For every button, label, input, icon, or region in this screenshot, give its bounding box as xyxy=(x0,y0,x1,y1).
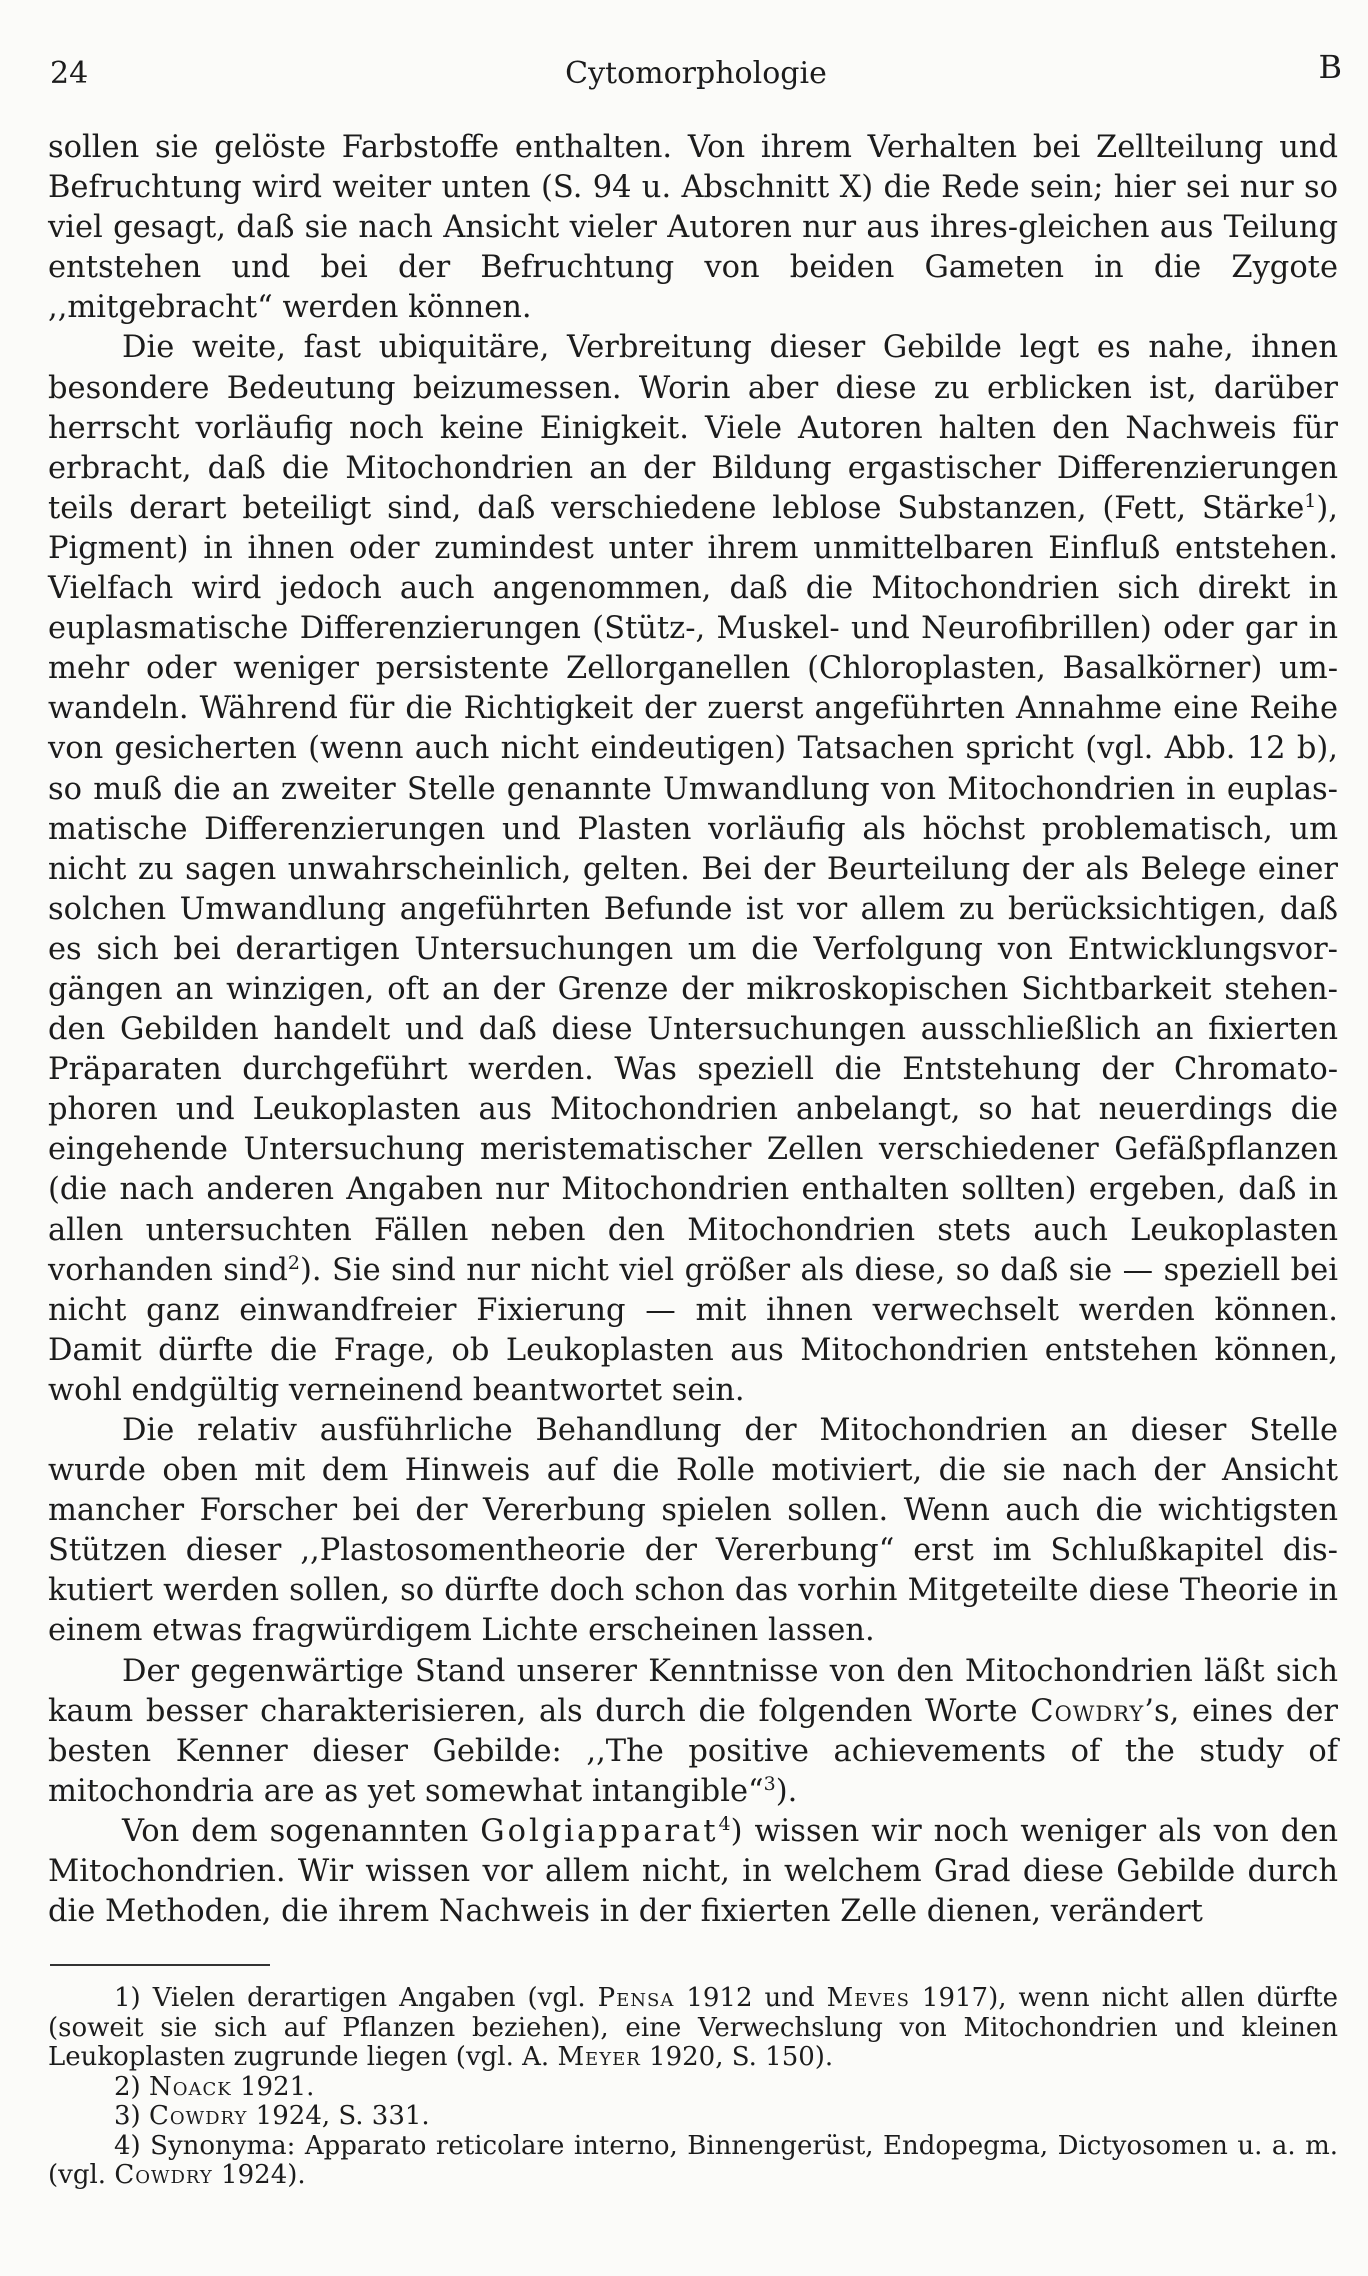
term-golgiapparat: Golgiapparat xyxy=(480,1813,719,1849)
paragraph-3-text: Die relativ ausführliche Behandlung der Mitochondrien an dieser Stelle wurde oben mit dem Hinweis auf die Rolle motiviert, die sie nach der Ansicht mancher Forscher bei der Vererbung spielen sollen. Wenn auch die wichtigsten Stützen dieser ,,Plastosomentheorie der Vererbung“ erst im Schlußkapitel dis-kutiert werden sollen, so dürfte doch schon das vorhin Mitgeteilte diese Theorie in einem etwas fragwürdigem Lichte erscheinen lassen. xyxy=(48,1413,1338,1649)
footnote-1-text-a: Vielen derartigen Angaben (vgl. xyxy=(140,1983,598,2013)
section-mark: B xyxy=(1318,48,1342,86)
paragraph-2 xyxy=(48,328,1338,1411)
paragraph-1 xyxy=(48,128,1338,328)
page-number: 24 xyxy=(50,56,89,91)
footnote-ref-1[interactable]: 1 xyxy=(1304,489,1317,512)
paragraph-4 xyxy=(48,1652,1338,1812)
footnote-1-text-c: 1917), wenn nicht allen dürfte (soweit sie sich auf Pflanzen beziehen), eine Verwechslung von Mitochondrien und kleinen Leukoplasten zugrunde liegen (vgl. A. xyxy=(48,1983,1338,2072)
paragraph-4-text-c: ). xyxy=(775,1773,798,1809)
paragraph-2-text-a: Die weite, fast ubiquitäre, Verbreitung dieser Gebilde legt es nahe, ihnen besondere Bedeutung beizumessen. Worin aber diese zu erblicken ist, darüber herrscht vorläufig noch keine Einigkeit. Viele Autoren halten den Nachweis für erbracht, daß die Mitochondrien an der Bildung ergastischer Differenzierungen teils derart beteiligt sind, daß verschiedene leblose Substanzen, (Fett, Stärke xyxy=(48,330,1338,526)
author-name-cowdry-fn4: Cowdry xyxy=(114,2160,213,2190)
footnote-2-marker: 2) xyxy=(114,2071,141,2102)
author-name-meyer: Meyer xyxy=(557,2042,641,2072)
footnotes xyxy=(48,1984,1338,2191)
page-header xyxy=(50,48,1342,98)
footnote-3 xyxy=(48,2102,1338,2132)
paragraph-5 xyxy=(48,1812,1338,1932)
paragraph-2-text-c: ). Sie sind nur nicht viel größer als diese, so daß sie — speziell bei nicht ganz einwandfreier Fixierung — mit ihnen verwechselt werden können. Damit dürfte die Frage, ob Leukoplasten aus Mitochondrien entstehen können, wohl endgültig verneinend beantwortet sein. xyxy=(48,1252,1338,1408)
author-name-cowdry: Cowdry xyxy=(1030,1693,1145,1729)
footnote-4-text-a: Synonyma: Apparato reticolare interno, Binnengerüst, Endopegma, Dictyosomen u. a. m. (vgl. xyxy=(48,2130,1338,2190)
paragraph-4-text-b: ’s, eines der besten Kenner dieser Gebilde: ,,The positive achievements of the study of mitochondria are as yet somewhat intangible“ xyxy=(48,1693,1338,1809)
author-name-meves: Meves xyxy=(826,1983,910,2013)
footnote-ref-3[interactable]: 3 xyxy=(763,1772,776,1795)
footnote-3-text: 1924, S. 331. xyxy=(247,2101,430,2131)
footnote-1-text-d: 1920, S. 150). xyxy=(640,2042,834,2072)
author-name-noack: Noack xyxy=(148,2071,232,2102)
paragraph-2-text-b: ), Pigment) in ihnen oder zumindest unter ihrem unmittelbaren Einfluß entstehen. Vielfach wird jedoch auch angenommen, daß die Mitochondrien sich direkt in euplasmatische Differenzierungen (Stütz-, Muskel- und Neurofibrillen) oder gar in mehr oder weniger persistente Zellorganellen (Chloroplasten, Basalkörner) um-wandeln. Während für die Richtigkeit der zuerst angeführten Annahme eine Reihe von gesicherten (wenn auch nicht eindeutigen) Tatsachen spricht (vgl. Abb. 12 b), so muß die an zweiter Stelle genannte Umwandlung von Mitochondrien in euplas-matische Differenzierungen und Plasten vorläufig als höchst problematisch, um nicht zu sagen unwahrscheinlich, gelten. Bei der Beurteilung der als Belege einer solchen Umwandlung angeführten Befunde ist vor allem zu berücksichtigen, daß es sich bei derartigen Untersuchungen um die Verfolgung von Entwicklungsvor-gängen an winzigen, oft an der Grenze der mikroskopischen Sichtbarkeit stehen-den Gebilden handelt und daß diese Untersuchungen ausschließlich an fixierten Präparaten durchgeführt werden. Was speziell die Entstehung der Chromato-phoren und Leukoplasten aus Mitochondrien anbelangt, so hat neuerdings die eingehende Untersuchung meristematischer Zellen verschiedener Gefäßpflanzen (die nach anderen Angaben nur Mitochondrien enthalten sollten) ergeben, daß in allen untersuchten Fällen neben den Mitochondrien stets auch Leukoplasten vorhanden sind xyxy=(48,490,1338,1288)
footnote-4-marker: 4) xyxy=(114,2130,141,2161)
paragraph-5-text-a: Von dem sogenannten xyxy=(122,1813,481,1849)
body-text xyxy=(48,128,1338,1932)
paragraph-3 xyxy=(48,1411,1338,1652)
footnote-divider xyxy=(50,1964,270,1966)
footnote-2 xyxy=(48,2073,1338,2103)
footnote-4 xyxy=(48,2132,1338,2191)
footnote-1-marker: 1) xyxy=(114,1983,141,2013)
footnote-3-marker: 3) xyxy=(114,2101,141,2131)
footnote-ref-4[interactable]: 4 xyxy=(718,1812,731,1835)
author-name-pensa: Pensa xyxy=(597,1983,675,2013)
footnote-4-text-b: 1924). xyxy=(212,2160,306,2190)
paragraph-4-text-a: Der gegenwärtige Stand unserer Kenntnisse von den Mitochondrien läßt sich kaum besser charakterisieren, als durch die folgenden Worte xyxy=(48,1653,1338,1729)
paragraph-5-text-b: ) wissen wir noch weniger als von den Mitochondrien. Wir wissen vor allem nicht, in welchem Grad diese Gebilde durch die Methoden, die ihrem Nachweis in der fixierten Zelle dienen, verändert xyxy=(48,1813,1338,1930)
footnote-ref-2[interactable]: 2 xyxy=(287,1251,300,1274)
footnote-1-text-b: 1912 und xyxy=(674,1983,827,2013)
author-name-cowdry-fn3: Cowdry xyxy=(148,2101,248,2131)
paragraph-1-text: sollen sie gelöste Farbstoffe enthalten. Von ihrem Verhalten bei Zellteilung und Befruchtung wird weiter unten (S. 94 u. Abschnitt X) die Rede sein; hier sei nur so viel gesagt, daß sie nach Ansicht vieler Autoren nur aus ihres-gleichen aus Teilung entstehen und bei der Befruchtung von beiden Gameten in die Zygote ,,mitgebracht“ werden können. xyxy=(48,130,1338,326)
footnote-1 xyxy=(48,1984,1338,2073)
running-title: Cytomorphologie xyxy=(565,56,827,91)
footnote-2-text: 1921. xyxy=(231,2071,315,2102)
